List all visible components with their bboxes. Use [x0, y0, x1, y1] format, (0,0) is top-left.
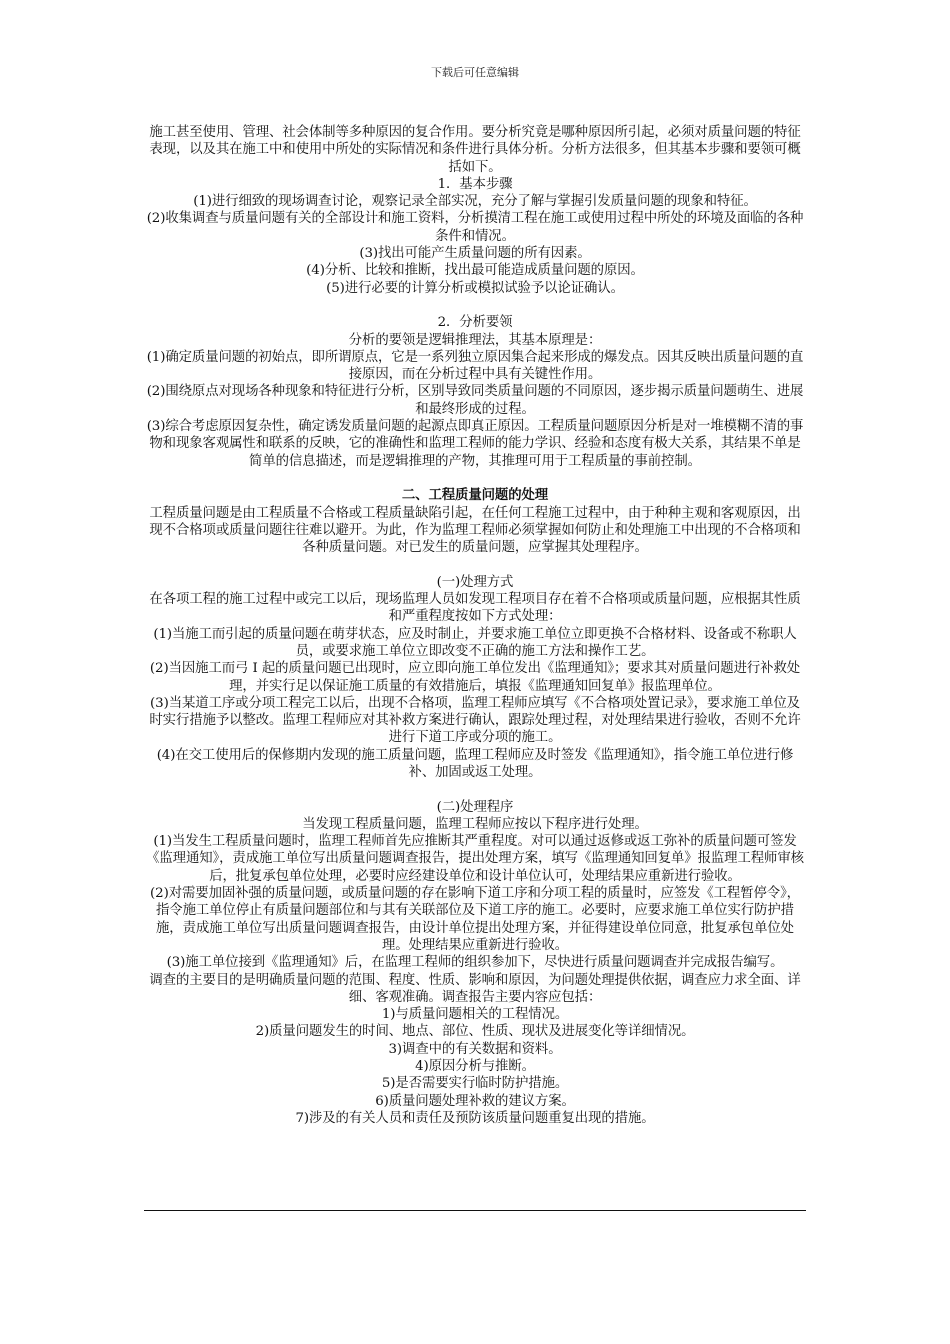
- paragraph: 调查的主要目的是明确质量问题的范围、程度、性质、影响和原因，为问题处理提供依据，调查应力求全面、详细、客观准确。调查报告主要内容应包括：: [149, 972, 801, 1005]
- paragraph: (1)进行细致的现场调查讨论，观察记录全部实况，充分了解与掌握引发质量问题的现象和特征。: [193, 194, 757, 210]
- paragraph: (4)在交工使用后的保修期内发现的施工质量问题，监理工程师应及时签发《监理通知》，指令施工单位进行修补、加固或返工处理。: [156, 747, 794, 780]
- list-item: 4)原因分析与推断。: [415, 1059, 535, 1075]
- paragraph: (2)围绕原点对现场各种现象和特征进行分析，区别导致同类质量问题的不同原因，逐步揭示质量问题萌生、进展和最终形成的过程。: [146, 384, 804, 417]
- paragraph: (3)找出可能产生质量问题的所有因素。: [359, 246, 591, 262]
- list-item: 1)与质量问题相关的工程情况。: [381, 1007, 569, 1023]
- bottom-rule: [144, 1210, 806, 1211]
- paragraph: (1)确定质量问题的初始点，即所谓原点，它是一系列独立原因集合起来形成的爆发点。因其反映出质量问题的直接原因，而在分析过程中具有关键性作用。: [146, 349, 804, 383]
- page-header: 下载后可任意编辑: [431, 66, 519, 79]
- list-item: 6)质量问题处理补救的建议方案。: [375, 1093, 575, 1109]
- blank-line: [144, 556, 806, 573]
- paragraph: (5)进行必要的计算分析或模拟试验予以论证确认。: [326, 280, 624, 296]
- list-item: 5)是否需要实行临时防护措施。: [381, 1076, 569, 1092]
- blank-line: [144, 297, 806, 314]
- paragraph: (4)分析、比较和推断，找出最可能造成质量问题的原因。: [306, 263, 644, 279]
- paragraph: (1)当施工而引起的质量问题在萌芽状态，应及时制止，并要求施工单位立即更换不合格材料、设备或不称职人员，或要求施工单位立即改变不正确的施工方法和操作工艺。: [153, 626, 797, 659]
- paragraph: 工程质量问题是由工程质量不合格或工程质量缺陷引起，在任何工程施工过程中，由于种种主观和客观原因，出现不合格项或质量问题往往难以避开。为此，作为监理工程师必须掌握如何防止和处理施工中出现的不合格项和各种质量问题。对已发生的质量问题，应掌握其处理程序。: [149, 505, 801, 556]
- paragraph: (2)当因施工而弓 I 起的质量问题已出现时，应立即向施工单位发出《监理通知》；要求其对质量问题进行补救处理，并实行足以保证施工质量的有效措施后，填报《监理通知回复单》报监理单位。: [149, 661, 801, 694]
- subheading: 1．基本步骤: [437, 176, 513, 192]
- list-item: 7)涉及的有关人员和责任及预防该质量问题重复出现的措施。: [295, 1110, 655, 1126]
- paragraph: (3)当某道工序或分项工程完工以后，出现不合格项，监理工程师应填写《不合格项处置记录》，要求施工单位及时实行措施予以整改。监理工程师应对其补救方案进行确认，跟踪处理过程，对处理结果进行验收，否则不允许进行下道工序或分项的施工。: [149, 695, 801, 746]
- list-item: 3)调查中的有关数据和资料。: [388, 1041, 562, 1057]
- blank-line: [144, 470, 806, 487]
- paragraph: 施工甚至使用、管理、社会体制等多种原因的复合作用。要分析究竟是哪种原因所引起，必须对质量问题的特征表现，以及其在施工中和使用中所处的实际情况和条件进行具体分析。分析方法很多，但其基本步骤和要领可概括如下。: [149, 125, 801, 175]
- paragraph: (3)综合考虑原因复杂性，确定诱发质量问题的起源点即真正原因。工程质量问题原因分析是对一堆模糊不清的事物和现象客观属性和联系的反映，它的准确性和监理工程师的能力学识、经验和态度有极大关系，其结果不单是简单的信息描述，而是逻辑推理的产物，其推理可用于工程质量的事前控制。: [146, 419, 804, 469]
- list-item: 2)质量问题发生的时间、地点、部位、性质、现状及进展变化等详细情况。: [255, 1024, 695, 1040]
- paragraph: (2)对需要加固补强的质量问题，或质量问题的存在影响下道工序和分项工程的质量时，应签发《工程暂停令》，指令施工单位停止有质量问题部位和与其有关联部位及下道工序的施工。必要时，应要求施工单位实行防护措施，责成施工单位写出质量问题调查报告，由设计单位提出处理方案，并征得建设单位同意，批复承包单位处理。处理结果应重新进行验收。: [150, 886, 800, 953]
- subheading: 2．分析要领: [437, 315, 513, 331]
- blank-line: [144, 781, 806, 798]
- document-body: [144, 124, 806, 1127]
- paragraph: 分析的要领是逻辑推理法，其基本原理是：: [348, 332, 602, 348]
- paragraph: (2)收集调查与质量问题有关的全部设计和施工资料，分析摸清工程在施工或使用过程中所处的环境及面临的各种条件和情况。: [146, 211, 804, 244]
- paragraph: 在各项工程的施工过程中或完工以后，现场监理人员如发现工程项目存在着不合格项或质量问题，应根据其性质和严重程度按如下方式处理：: [149, 592, 801, 625]
- section-title: 二、工程质量问题的处理: [401, 487, 549, 504]
- paragraph: (1)当发生工程质量问题时，监理工程师首先应推断其严重程度。对可以通过返修或返工弥补的质量问题可签发《监理通知》，责成施工单位写出质量问题调查报告，提出处理方案，填写《监理通知回复单》报监理工程师审核后，批复承包单位处理，必要时应经建设单位和设计单位认可，处理结果应重新进行验收。: [146, 834, 804, 884]
- subheading: (二)处理程序: [436, 799, 514, 815]
- subheading: (一)处理方式: [436, 574, 514, 590]
- paragraph: (3)施工单位接到《监理通知》后，在监理工程师的组织参加下，尽快进行质量问题调查并完成报告编写。: [166, 955, 784, 971]
- paragraph: 当发现工程质量问题，监理工程师应按以下程序进行处理。: [302, 816, 648, 832]
